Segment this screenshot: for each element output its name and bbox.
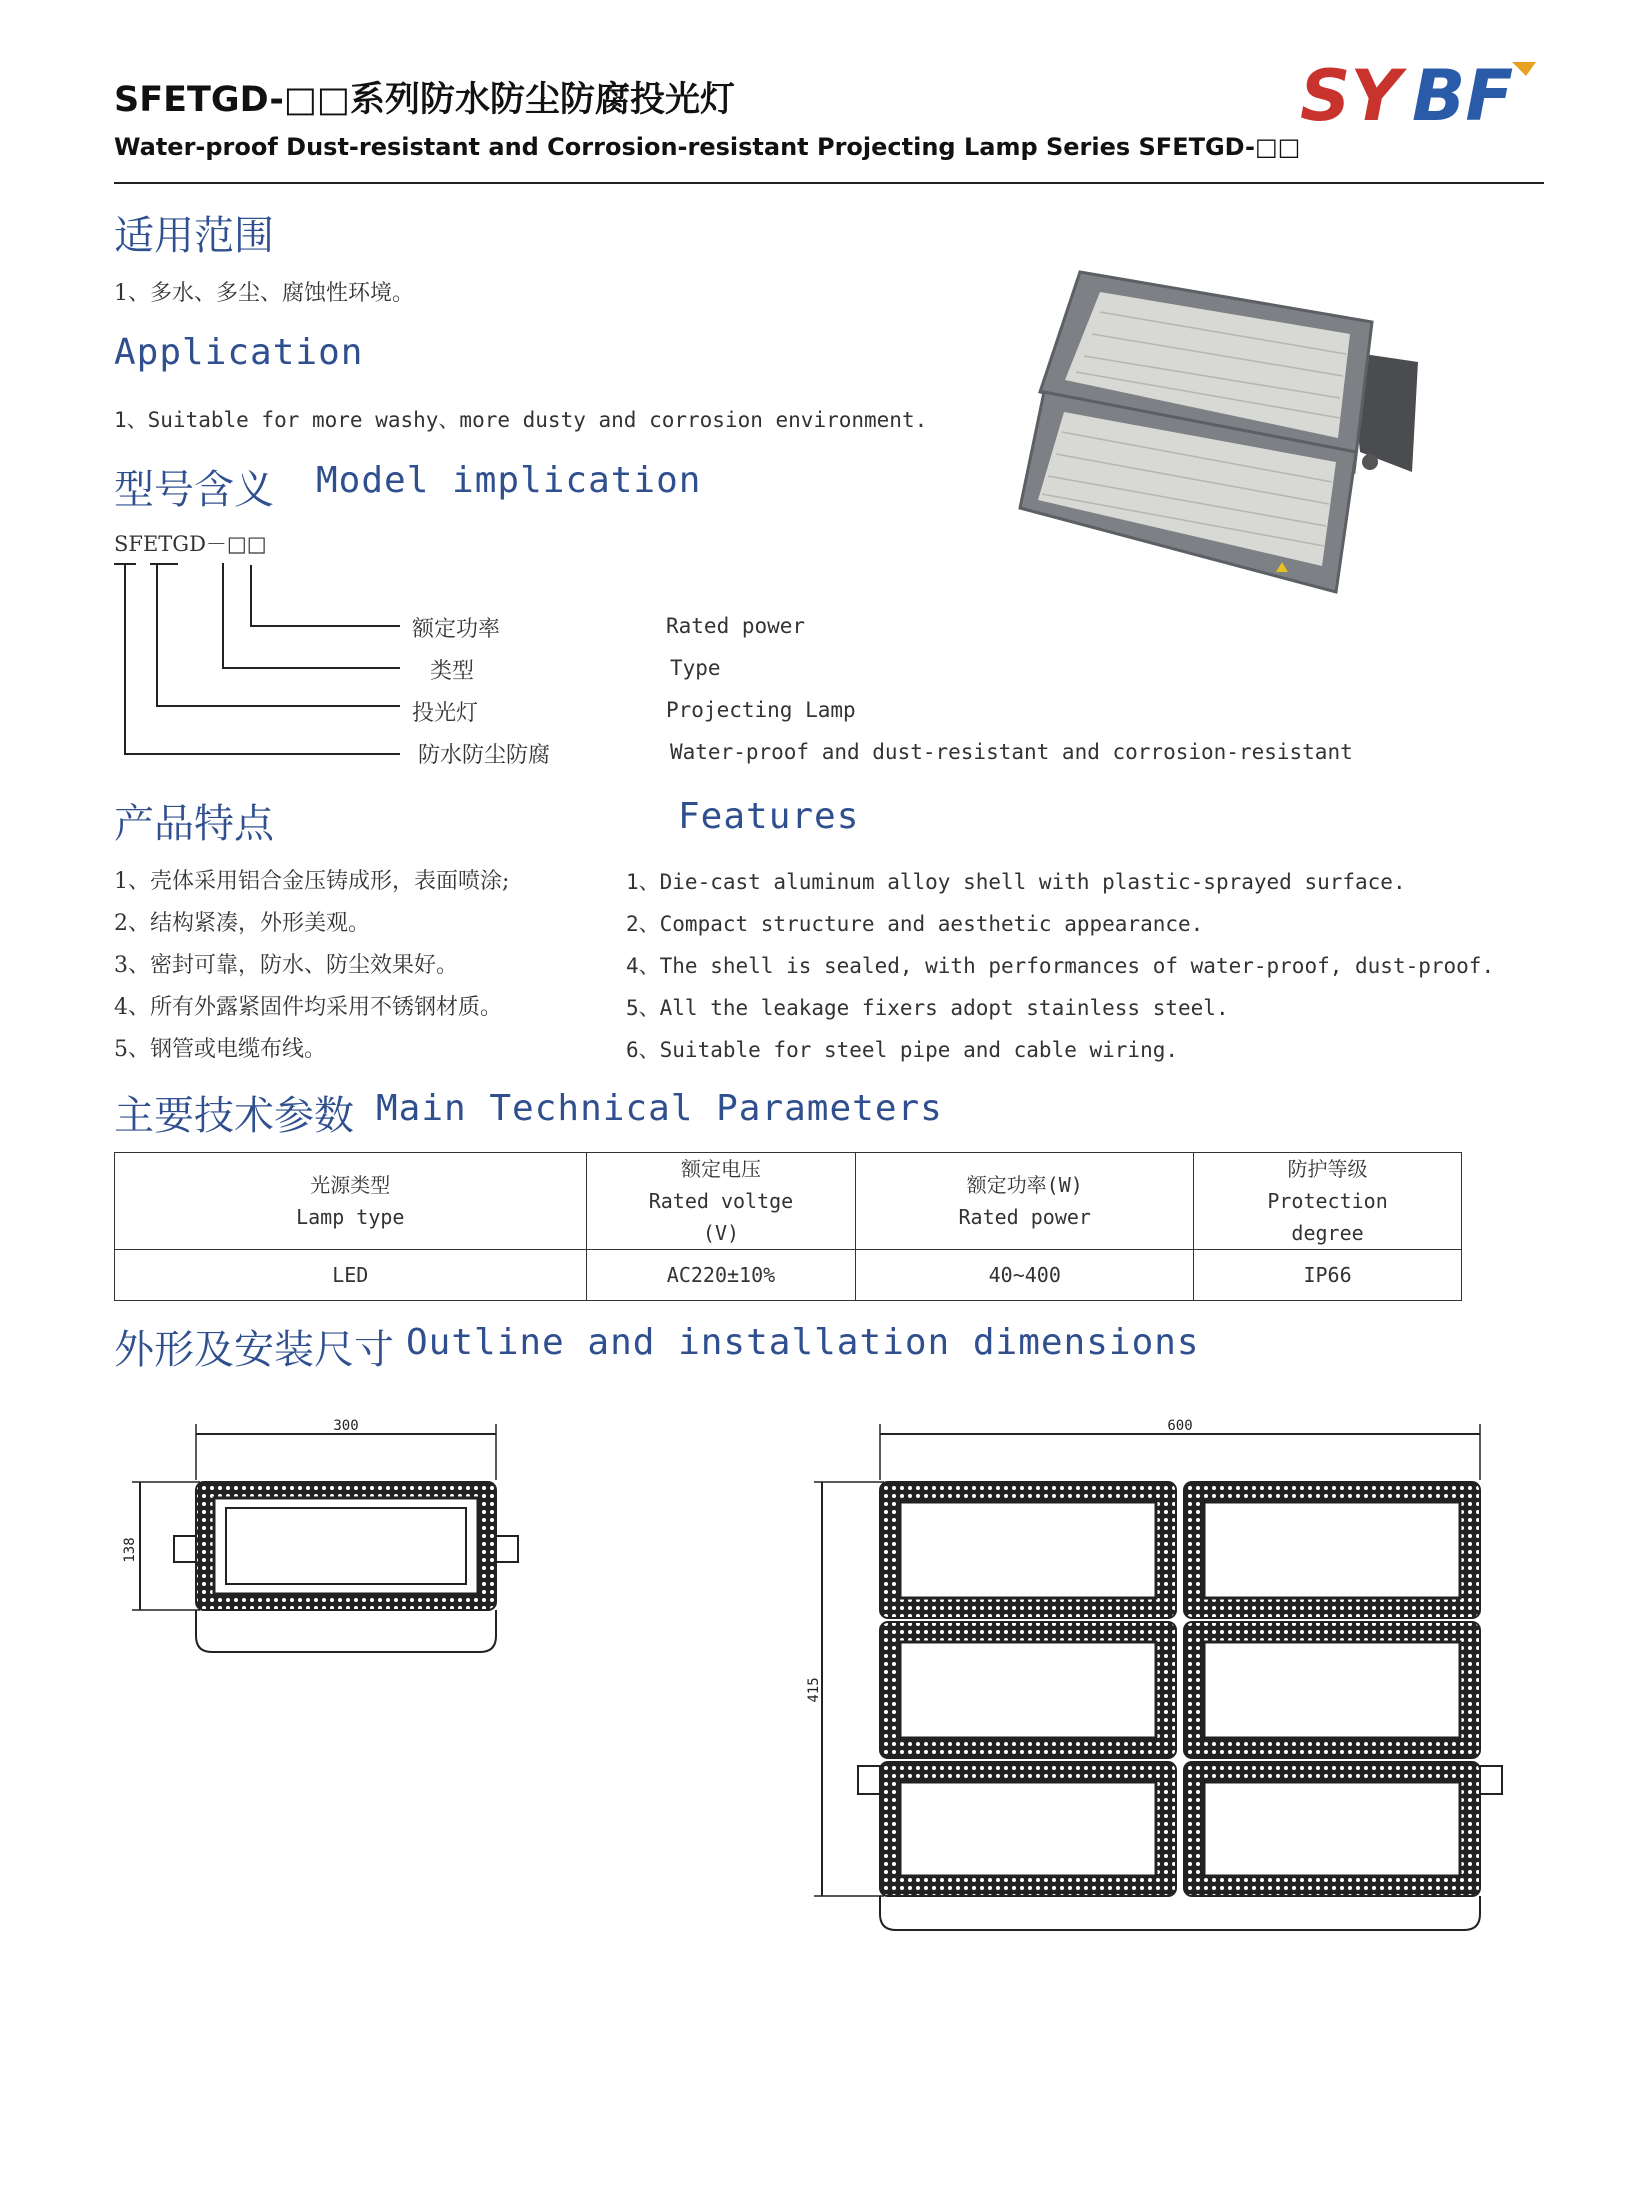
header-protection-en2: degree xyxy=(1291,1221,1364,1245)
application-heading-cn: 适用范围 xyxy=(114,213,274,259)
page-title-cn: SFETGD-□□系列防水防尘防腐投光灯 xyxy=(114,80,735,120)
feature-en-4: 5、All the leakage fixers adopt stainless steel. xyxy=(626,996,1229,1020)
table-header-row xyxy=(115,1153,1462,1250)
logo-letters-blue: BF xyxy=(1412,55,1514,137)
dim-width-label: 300 xyxy=(333,1418,359,1434)
header-protection xyxy=(1194,1153,1462,1250)
side-bolt-left-large-icon xyxy=(858,1766,880,1794)
page-title-en: Water-proof Dust-resistant and Corrosion-resistant Projecting Lamp Series SFETGD-□□ xyxy=(114,133,1301,161)
cell-protection: IP66 xyxy=(1194,1250,1462,1301)
tree-vertical-type xyxy=(222,565,224,669)
dim-height-label: 138 xyxy=(122,1537,138,1563)
outline-heading-cn: 外形及安装尺寸 xyxy=(114,1327,394,1373)
features-heading-en: Features xyxy=(678,796,860,837)
parameters-table xyxy=(114,1152,1462,1301)
header-rated-power-cn: 额定功率(W) xyxy=(966,1173,1083,1197)
feature-cn-1: 1、壳体采用铝合金压铸成形，表面喷涂; xyxy=(114,869,510,894)
tree-horizontal-lamp xyxy=(156,705,400,707)
model-item-cn-lamp: 投光灯 xyxy=(412,701,479,726)
sybf-logo xyxy=(1300,55,1540,137)
model-heading-en: Model implication xyxy=(316,460,702,501)
side-bolt-left-icon xyxy=(174,1536,196,1562)
side-bolt-right-large-icon xyxy=(1480,1766,1502,1794)
header-rated-power-en: Rated power xyxy=(958,1205,1091,1229)
tree-vertical-waterproof xyxy=(124,565,126,755)
application-heading-en: Application xyxy=(114,332,364,373)
header-rated-voltage-unit: (V) xyxy=(702,1221,740,1245)
logo-accent-icon xyxy=(1512,62,1536,76)
feature-cn-4: 4、所有外露紧固件均采用不锈钢材质。 xyxy=(114,995,502,1020)
bracket-arc-large xyxy=(880,1896,1480,1930)
feature-en-3: 4、The shell is sealed, with performances of water-proof, dust-proof. xyxy=(626,954,1495,978)
dim-height-label-large: 415 xyxy=(806,1677,822,1703)
parameters-heading-en: Main Technical Parameters xyxy=(376,1088,943,1129)
tree-horizontal-power xyxy=(250,625,400,627)
module-grid xyxy=(880,1482,1480,1896)
model-item-cn-waterproof: 防水防尘防腐 xyxy=(418,743,551,768)
header-protection-en: Protection xyxy=(1267,1189,1388,1213)
cell-rated-power: 40~400 xyxy=(856,1250,1194,1301)
feature-en-5: 6、Suitable for steel pipe and cable wiring. xyxy=(626,1038,1179,1062)
header-rated-power xyxy=(856,1153,1194,1250)
outline-drawing-large xyxy=(806,1418,1510,1940)
table-row xyxy=(115,1250,1462,1301)
feature-cn-5: 5、钢管或电缆布线。 xyxy=(114,1037,326,1062)
feature-cn-2: 2、结构紧凑，外形美观。 xyxy=(114,911,370,936)
outline-drawing-small xyxy=(122,1418,548,1660)
header-rated-voltage-en: Rated voltge xyxy=(648,1189,794,1213)
header-lamp-type xyxy=(115,1153,587,1250)
feature-en-2: 2、Compact structure and aesthetic appearance. xyxy=(626,912,1204,936)
cell-rated-voltage: AC220±10% xyxy=(586,1250,856,1301)
header-rated-voltage xyxy=(586,1153,856,1250)
model-item-en-lamp: Projecting Lamp xyxy=(666,698,856,722)
header-rated-voltage-cn: 额定电压 xyxy=(680,1157,761,1181)
feature-en-1: 1、Die-cast aluminum alloy shell with plastic-sprayed surface. xyxy=(626,870,1406,894)
dim-width-label-large: 600 xyxy=(1167,1418,1193,1434)
header-protection-cn: 防护等级 xyxy=(1287,1157,1368,1181)
header-lamp-type-cn: 光源类型 xyxy=(310,1173,391,1197)
application-item-cn: 1、多水、多尘、腐蚀性环境。 xyxy=(114,281,414,306)
model-item-cn-type: 类型 xyxy=(430,659,475,684)
pivot-bolt-icon xyxy=(1362,454,1378,470)
cell-lamp-type: LED xyxy=(115,1250,587,1301)
features-heading-cn: 产品特点 xyxy=(114,801,274,847)
model-item-en-waterproof: Water-proof and dust-resistant and corrosion-resistant xyxy=(670,740,1353,764)
product-photo xyxy=(1020,262,1440,602)
logo-letters-red: SY xyxy=(1300,55,1402,137)
side-bolt-right-icon xyxy=(496,1536,518,1562)
parameters-heading-cn: 主要技术参数 xyxy=(114,1093,354,1139)
header-lamp-type-en: Lamp type xyxy=(296,1205,405,1229)
tree-tick-2 xyxy=(150,563,178,565)
tree-vertical-lamp xyxy=(156,565,158,707)
tree-vertical-power xyxy=(250,565,252,627)
model-item-cn-power: 额定功率 xyxy=(412,617,501,642)
model-code: SFETGD－□□ xyxy=(114,532,267,556)
tree-horizontal-waterproof xyxy=(124,753,400,755)
application-item-en: 1、Suitable for more washy、more dusty and corrosion environment. xyxy=(114,408,928,432)
model-item-en-power: Rated power xyxy=(666,614,806,638)
model-heading-cn: 型号含义 xyxy=(114,467,274,513)
model-item-en-type: Type xyxy=(670,656,721,680)
feature-cn-3: 3、密封可靠，防水、防尘效果好。 xyxy=(114,953,458,978)
tree-horizontal-type xyxy=(222,667,400,669)
header-divider xyxy=(114,182,1544,184)
outline-heading-en: Outline and installation dimensions xyxy=(406,1322,1200,1363)
bracket-arc xyxy=(196,1610,496,1652)
